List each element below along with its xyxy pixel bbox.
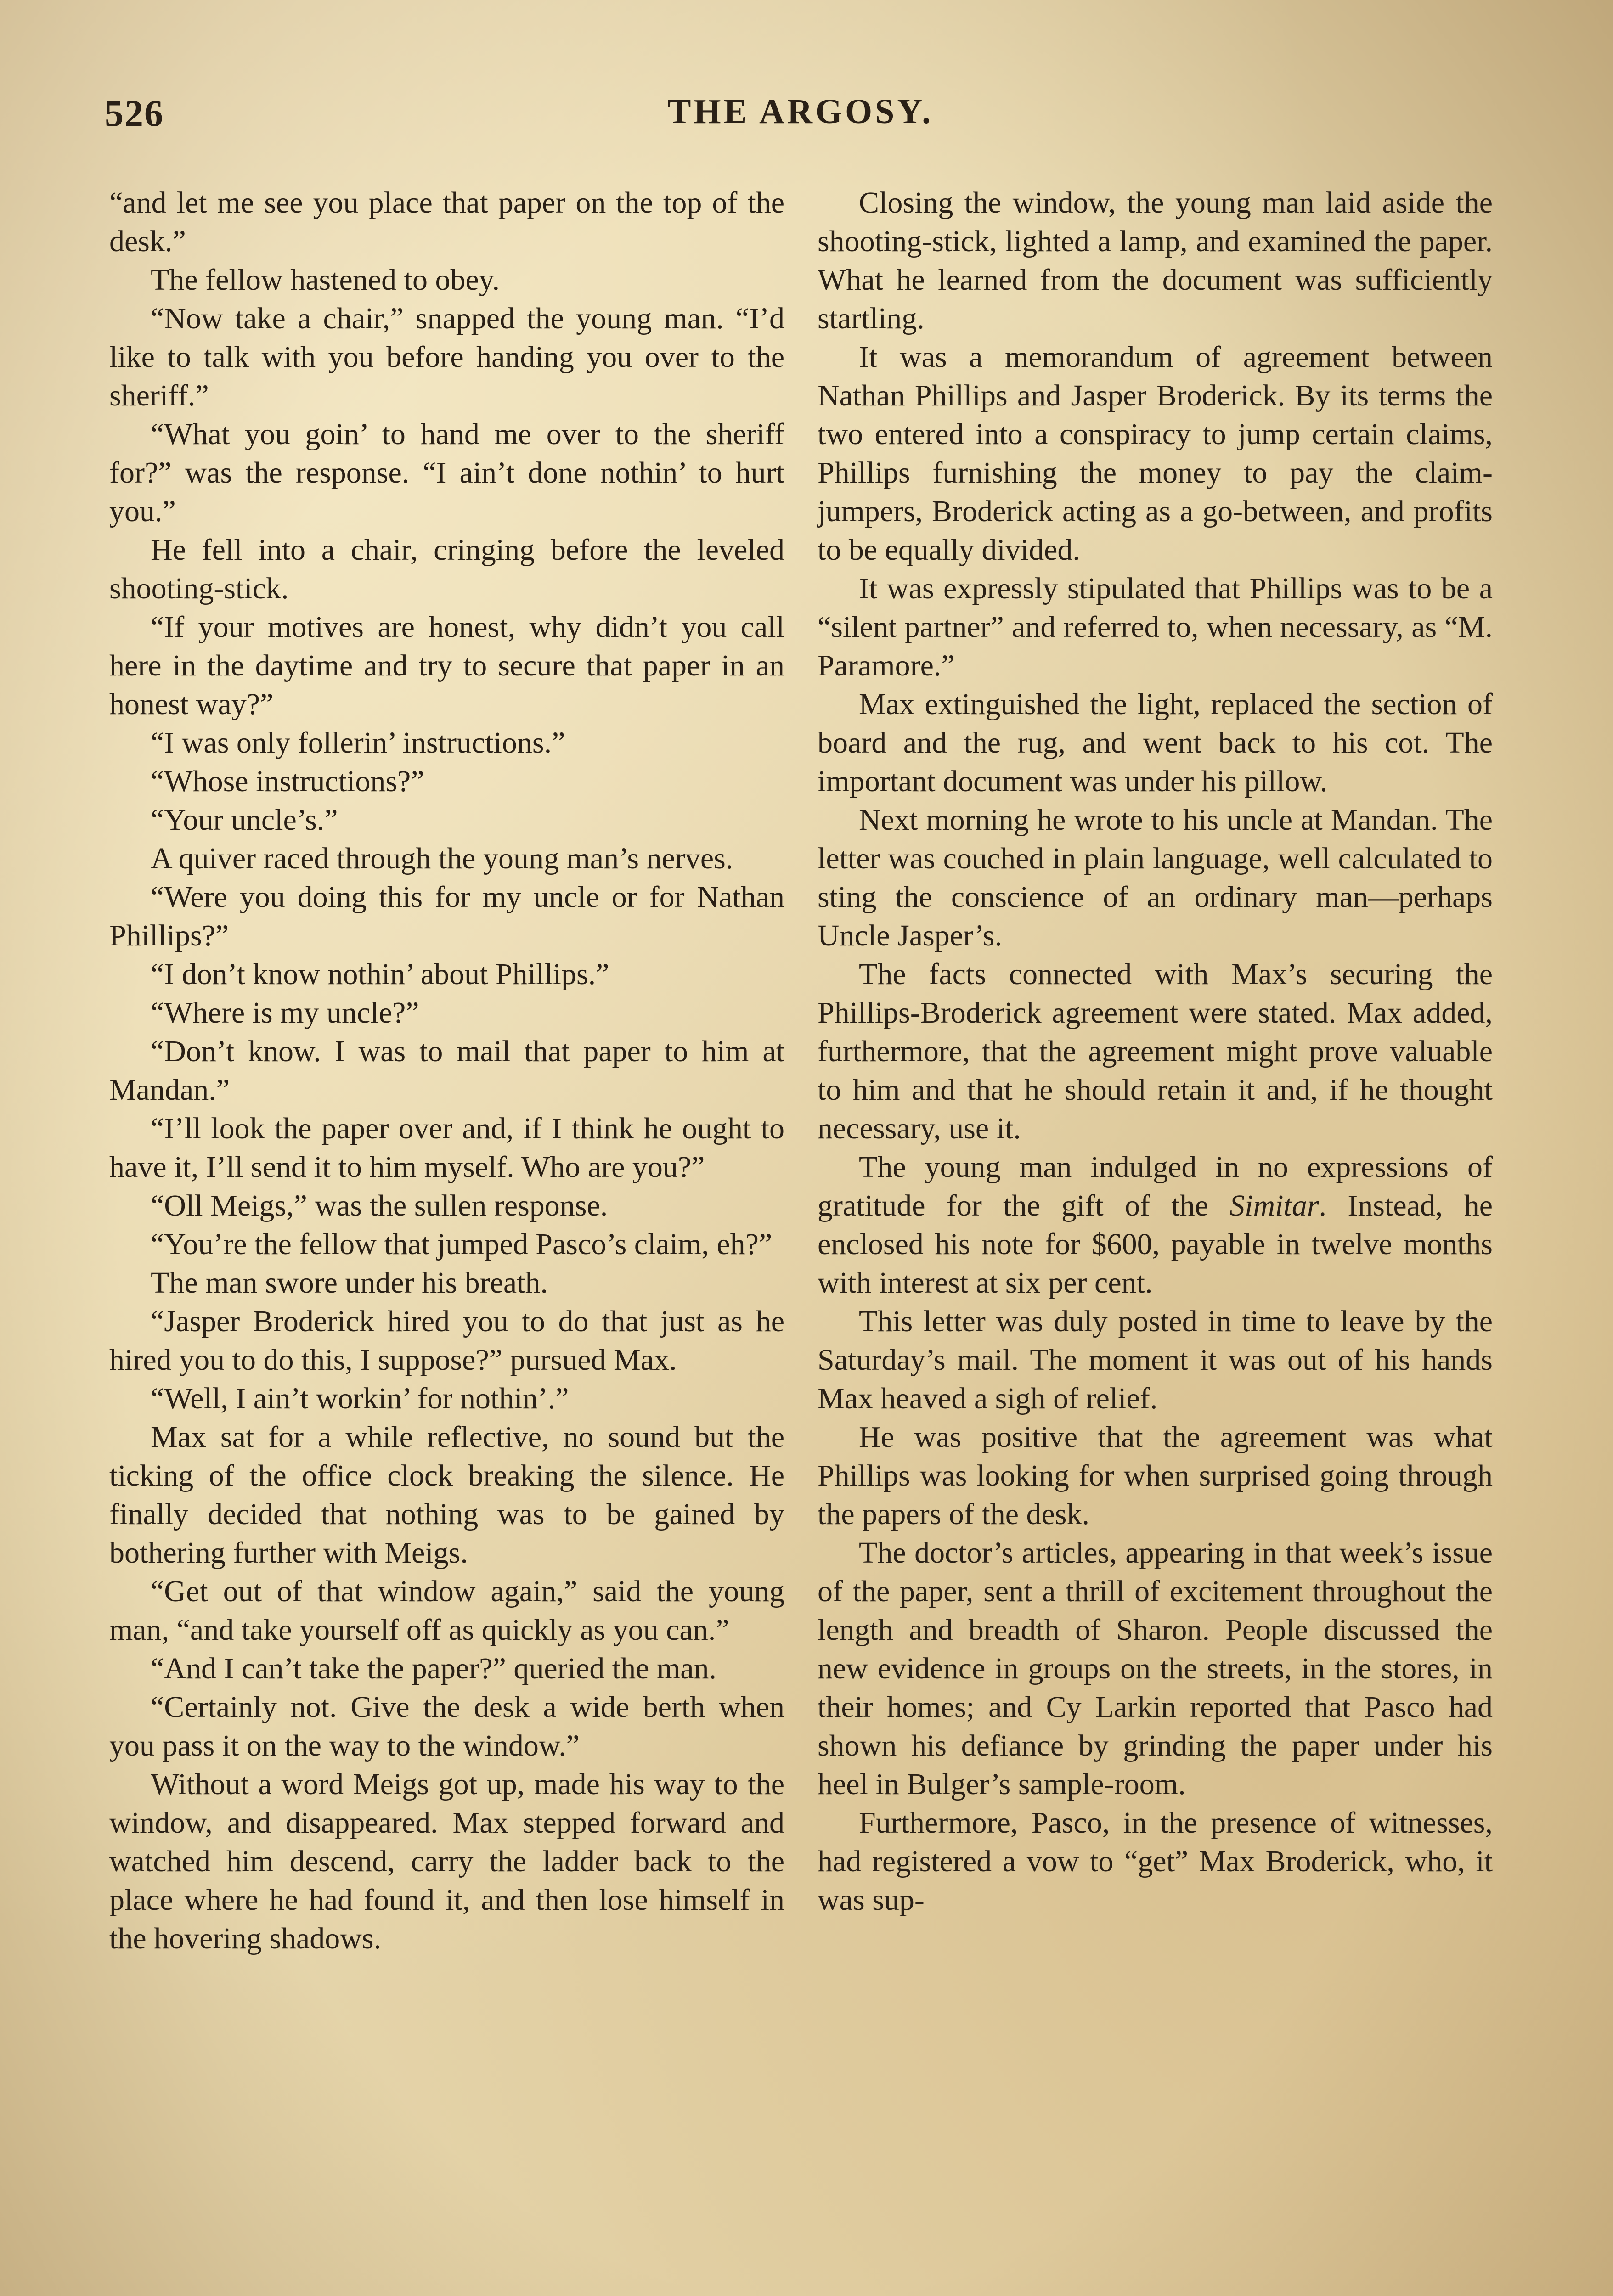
paragraph: “and let me see you place that paper on the top of the desk.” xyxy=(109,186,784,258)
paragraph: “I don’t know nothin’ about Phillips.” xyxy=(151,957,609,991)
paragraph: Max extinguished the light, replaced the section of board and the rug, and went back to his cot. The important document was under his pillow. xyxy=(818,687,1493,798)
paragraph: “Were you doing this for my uncle or for Nathan Phillips?” xyxy=(109,880,784,952)
paragraph: The doctor’s articles, appearing in that week’s issue of the paper, sent a thrill of excitement throughout the length and breadth of Sharon. People discussed the new evidence in groups on the streets, in the stores, in their homes; and Cy Larkin reported that Pasco had shown his defiance by grinding the paper under his heel in Bulger’s sample-room. xyxy=(818,1536,1493,1801)
paragraph: He was positive that the agreement was what Phillips was looking for when surprised going through the papers of the desk. xyxy=(818,1420,1493,1531)
paragraph: It was a memorandum of agreement between Nathan Phillips and Jasper Broderick. By its terms the two entered into a conspiracy to jump certain claims, Phillips furnishing the money to pay the claim-jumpers, Broderick acting as a go-between, and profits to be equally divided. xyxy=(818,340,1493,567)
paragraph: The young man indulged in no expressions of gratitude for the gift of the Simitar. Instead, he enclosed his note for $600, payable in twelve months with interest at six per cent. xyxy=(818,1150,1493,1300)
paragraph: Without a word Meigs got up, made his way to the window, and disappeared. Max stepped forward and watched him descend, carry the ladder back to the place where he had found it, and then lose himself in the hovering shadows. xyxy=(109,1767,784,1955)
right-column xyxy=(818,184,1493,2296)
paragraph: This letter was duly posted in time to leave by the Saturday’s mail. The moment it was out of his hands Max heaved a sigh of relief. xyxy=(818,1305,1493,1415)
paragraph: Max sat for a while reflective, no sound but the ticking of the office clock breaking the silence. He finally decided that nothing was to be gained by bothering further with Meigs. xyxy=(109,1420,784,1570)
paragraph: A quiver raced through the young man’s nerves. xyxy=(151,842,733,875)
paragraph: “I’ll look the paper over and, if I think he ought to have it, I’ll send it to him myself. Who are you?” xyxy=(109,1112,784,1184)
paragraph: “Where is my uncle?” xyxy=(151,996,419,1030)
paragraph: Next morning he wrote to his uncle at Mandan. The letter was couched in plain language, well calculated to sting the conscience of an ordinary man—perhaps Uncle Jasper’s. xyxy=(818,803,1493,952)
paragraph: He fell into a chair, cringing before the leveled shooting-stick. xyxy=(109,533,784,605)
paragraph: “You’re the fellow that jumped Pasco’s claim, eh?” xyxy=(151,1227,773,1261)
left-column xyxy=(109,184,784,2296)
paragraph: “Whose instructions?” xyxy=(151,765,424,798)
running-title: THE ARGOSY. xyxy=(667,92,934,131)
paragraph: “Your uncle’s.” xyxy=(151,803,338,837)
paragraph: “Certainly not. Give the desk a wide berth when you pass it on the way to the window.” xyxy=(109,1690,784,1762)
paragraph: “Jasper Broderick hired you to do that just as he hired you to do this, I suppose?” pursued Max. xyxy=(109,1305,784,1377)
page-header xyxy=(105,92,1496,147)
paragraph: Furthermore, Pasco, in the presence of witnesses, had registered a vow to “get” Max Broderick, who, it was sup- xyxy=(818,1806,1493,1917)
paragraph: The fellow hastened to obey. xyxy=(151,263,500,297)
paragraph: “And I can’t take the paper?” queried the man. xyxy=(151,1652,717,1685)
paragraph: It was expressly stipulated that Phillips was to be a “silent partner” and referred to, when necessary, as “M. Paramore.” xyxy=(818,572,1493,682)
paragraph: “Well, I ain’t workin’ for nothin’.” xyxy=(151,1382,569,1415)
paragraph: “If your motives are honest, why didn’t you call here in the daytime and try to secure that paper in an honest way?” xyxy=(109,610,784,721)
page-number: 526 xyxy=(105,92,164,134)
paragraph: “I was only follerin’ instructions.” xyxy=(151,726,565,760)
paragraph: “Get out of that window again,” said the young man, “and take yourself off as quickly as you can.” xyxy=(109,1575,784,1647)
paragraph: “What you goin’ to hand me over to the sheriff for?” was the response. “I ain’t done nothin’ to hurt you.” xyxy=(109,417,784,528)
paragraph: “Don’t know. I was to mail that paper to him at Mandan.” xyxy=(109,1035,784,1107)
paragraph: The man swore under his breath. xyxy=(151,1266,548,1300)
paragraph: “Oll Meigs,” was the sullen response. xyxy=(151,1189,608,1222)
paragraph: “Now take a chair,” snapped the young man. “I’d like to talk with you before handing you over to the sheriff.” xyxy=(109,302,784,412)
paragraph: The facts connected with Max’s securing the Phillips-Broderick agreement were stated. Max added, furthermore, that the agreement might prove valuable to him and that he should retain it and, if he thought necessary, use it. xyxy=(818,957,1493,1145)
paragraph: Closing the window, the young man laid aside the shooting-stick, lighted a lamp, and examined the paper. What he learned from the document was sufficiently startling. xyxy=(818,186,1493,335)
